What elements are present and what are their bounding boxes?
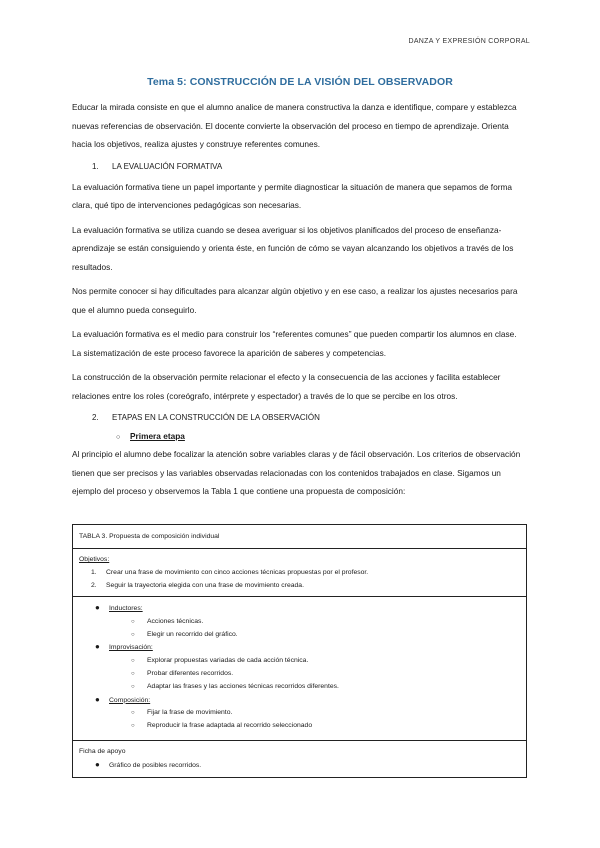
section-title: ETAPAS EN LA CONSTRUCCIÓN DE LA OBSERVACIÓN [112,413,320,422]
section-title: LA EVALUACIÓN FORMATIVA [112,161,223,171]
hollow-bullet-icon: ○ [131,710,135,717]
support-label: Ficha de apoyo [79,748,126,755]
list-item: ○ Elegir un recorrido del gráfico. [79,629,520,642]
section-number: 1. [92,161,99,171]
paragraph: Nos permite conocer si hay dificultades para alcanzar algún objetivo y en ese caso, a realizar los ajustes necesarios para que el alumno pueda conseguirlo. [72,286,518,315]
list-item: ● Gráfico de posibles recorridos. [79,759,520,773]
hollow-bullet-icon: ○ [131,723,135,730]
table-title: TABLA 3. Propuesta de composición individual [79,533,220,540]
bullet-icon: ● [95,642,100,652]
list-item: 1. Crear una frase de movimiento con cinco acciones técnicas propuestas por el profesor. [91,568,369,576]
table-title-row [73,525,526,549]
list-item: ○ Adaptar las frases y las acciones técnicas recorridos diferentes. [79,681,520,694]
list-item: ○ Probar diferentes recorridos. [79,668,520,681]
hollow-bullet-icon: ○ [131,658,135,665]
hollow-bullet-icon: ○ [131,683,135,690]
list-item: ○ Acciones técnicas. [79,616,520,629]
table-support-row [73,741,526,773]
group-label-row: ● Improvisación: [79,641,520,655]
intro-paragraph: Educar la mirada consiste en que el alumno analice de manera constructiva la danza e identifique, compare y establezca nuevas referencias de observación. El docente convierte la observación del proceso en tiempo de aprendizaje. Orienta hacia los objetivos, realiza ajustes y construye referentes comunes. [72,102,517,149]
hollow-bullet-icon: ○ [131,631,135,638]
paragraph: La evaluación formativa se utiliza cuando se desea averiguar si los objetivos planificados del proceso de enseñanza-aprendizaje se están consiguiendo y orienta éste, en función de cómo se vayan alcanzando los objetivos a través de los resultados. [72,224,514,272]
composition-table [72,524,527,778]
hollow-bullet-icon: ○ [131,670,135,677]
section-1-heading [92,160,527,174]
page-title: Tema 5: CONSTRUCCIÓN DE LA VISIÓN DEL OBSERVADOR [147,76,453,88]
paragraph: La evaluación formativa tiene un papel importante y permite diagnosticar la situación de manera que sepamos de forma clara, qué tipo de intervenciones pedagógicas son necesarias. [72,181,512,210]
bullet-icon: ● [95,603,100,612]
objectives-label: Objetivos: [79,556,110,563]
group-label-row: ● Inductores: [79,602,520,616]
bullet-icon: ● [95,694,100,704]
group-label-row: ● Composición: [79,694,520,708]
document-body [72,98,527,507]
paragraph: La construcción de la observación permite relacionar el efecto y la consecuencia de las acciones y facilita establecer relaciones entre los roles (coreógrafo, intérprete y espectador) a través de lo que se percibe en los otros. [72,372,501,401]
table-objectives-row [73,549,526,597]
list-item: ○ Reproducir la frase adaptada al recorrido seleccionado [79,720,520,733]
hollow-bullet-icon: ○ [116,434,121,441]
hollow-bullet-icon: ○ [131,618,135,625]
list-item: ○ Fijar la frase de movimiento. [79,707,520,720]
paragraph: La evaluación formativa es el medio para construir los “referentes comunes” que pueden compartir los alumnos en clase. La sistematización de este proceso favorece la aparición de saberes y competencias. [72,329,517,358]
table-activities-row [73,597,526,741]
paragraph: Al principio el alumno debe focalizar la atención sobre variables claras y de fácil observación. Los criterios de observación tienen que ser precisos y las variables observadas relacionadas con los contenidos trabajados en clase. Sigamos un ejemplo del proceso y observemos la Tabla 1 que contiene una propuesta de composición: [72,449,521,496]
running-header: DANZA Y EXPRESIÓN CORPORAL [408,38,530,45]
section-2-heading [92,411,527,425]
list-item: 2. Seguir la trayectoria elegida con una frase de movimiento creada. [91,581,304,589]
subheading-text: Primera etapa [130,431,185,441]
section-number: 2. [92,413,99,422]
bullet-icon: ● [95,759,100,769]
subheading [116,429,527,445]
list-item: ○ Explorar propuestas variadas de cada acción técnica. [79,655,520,668]
